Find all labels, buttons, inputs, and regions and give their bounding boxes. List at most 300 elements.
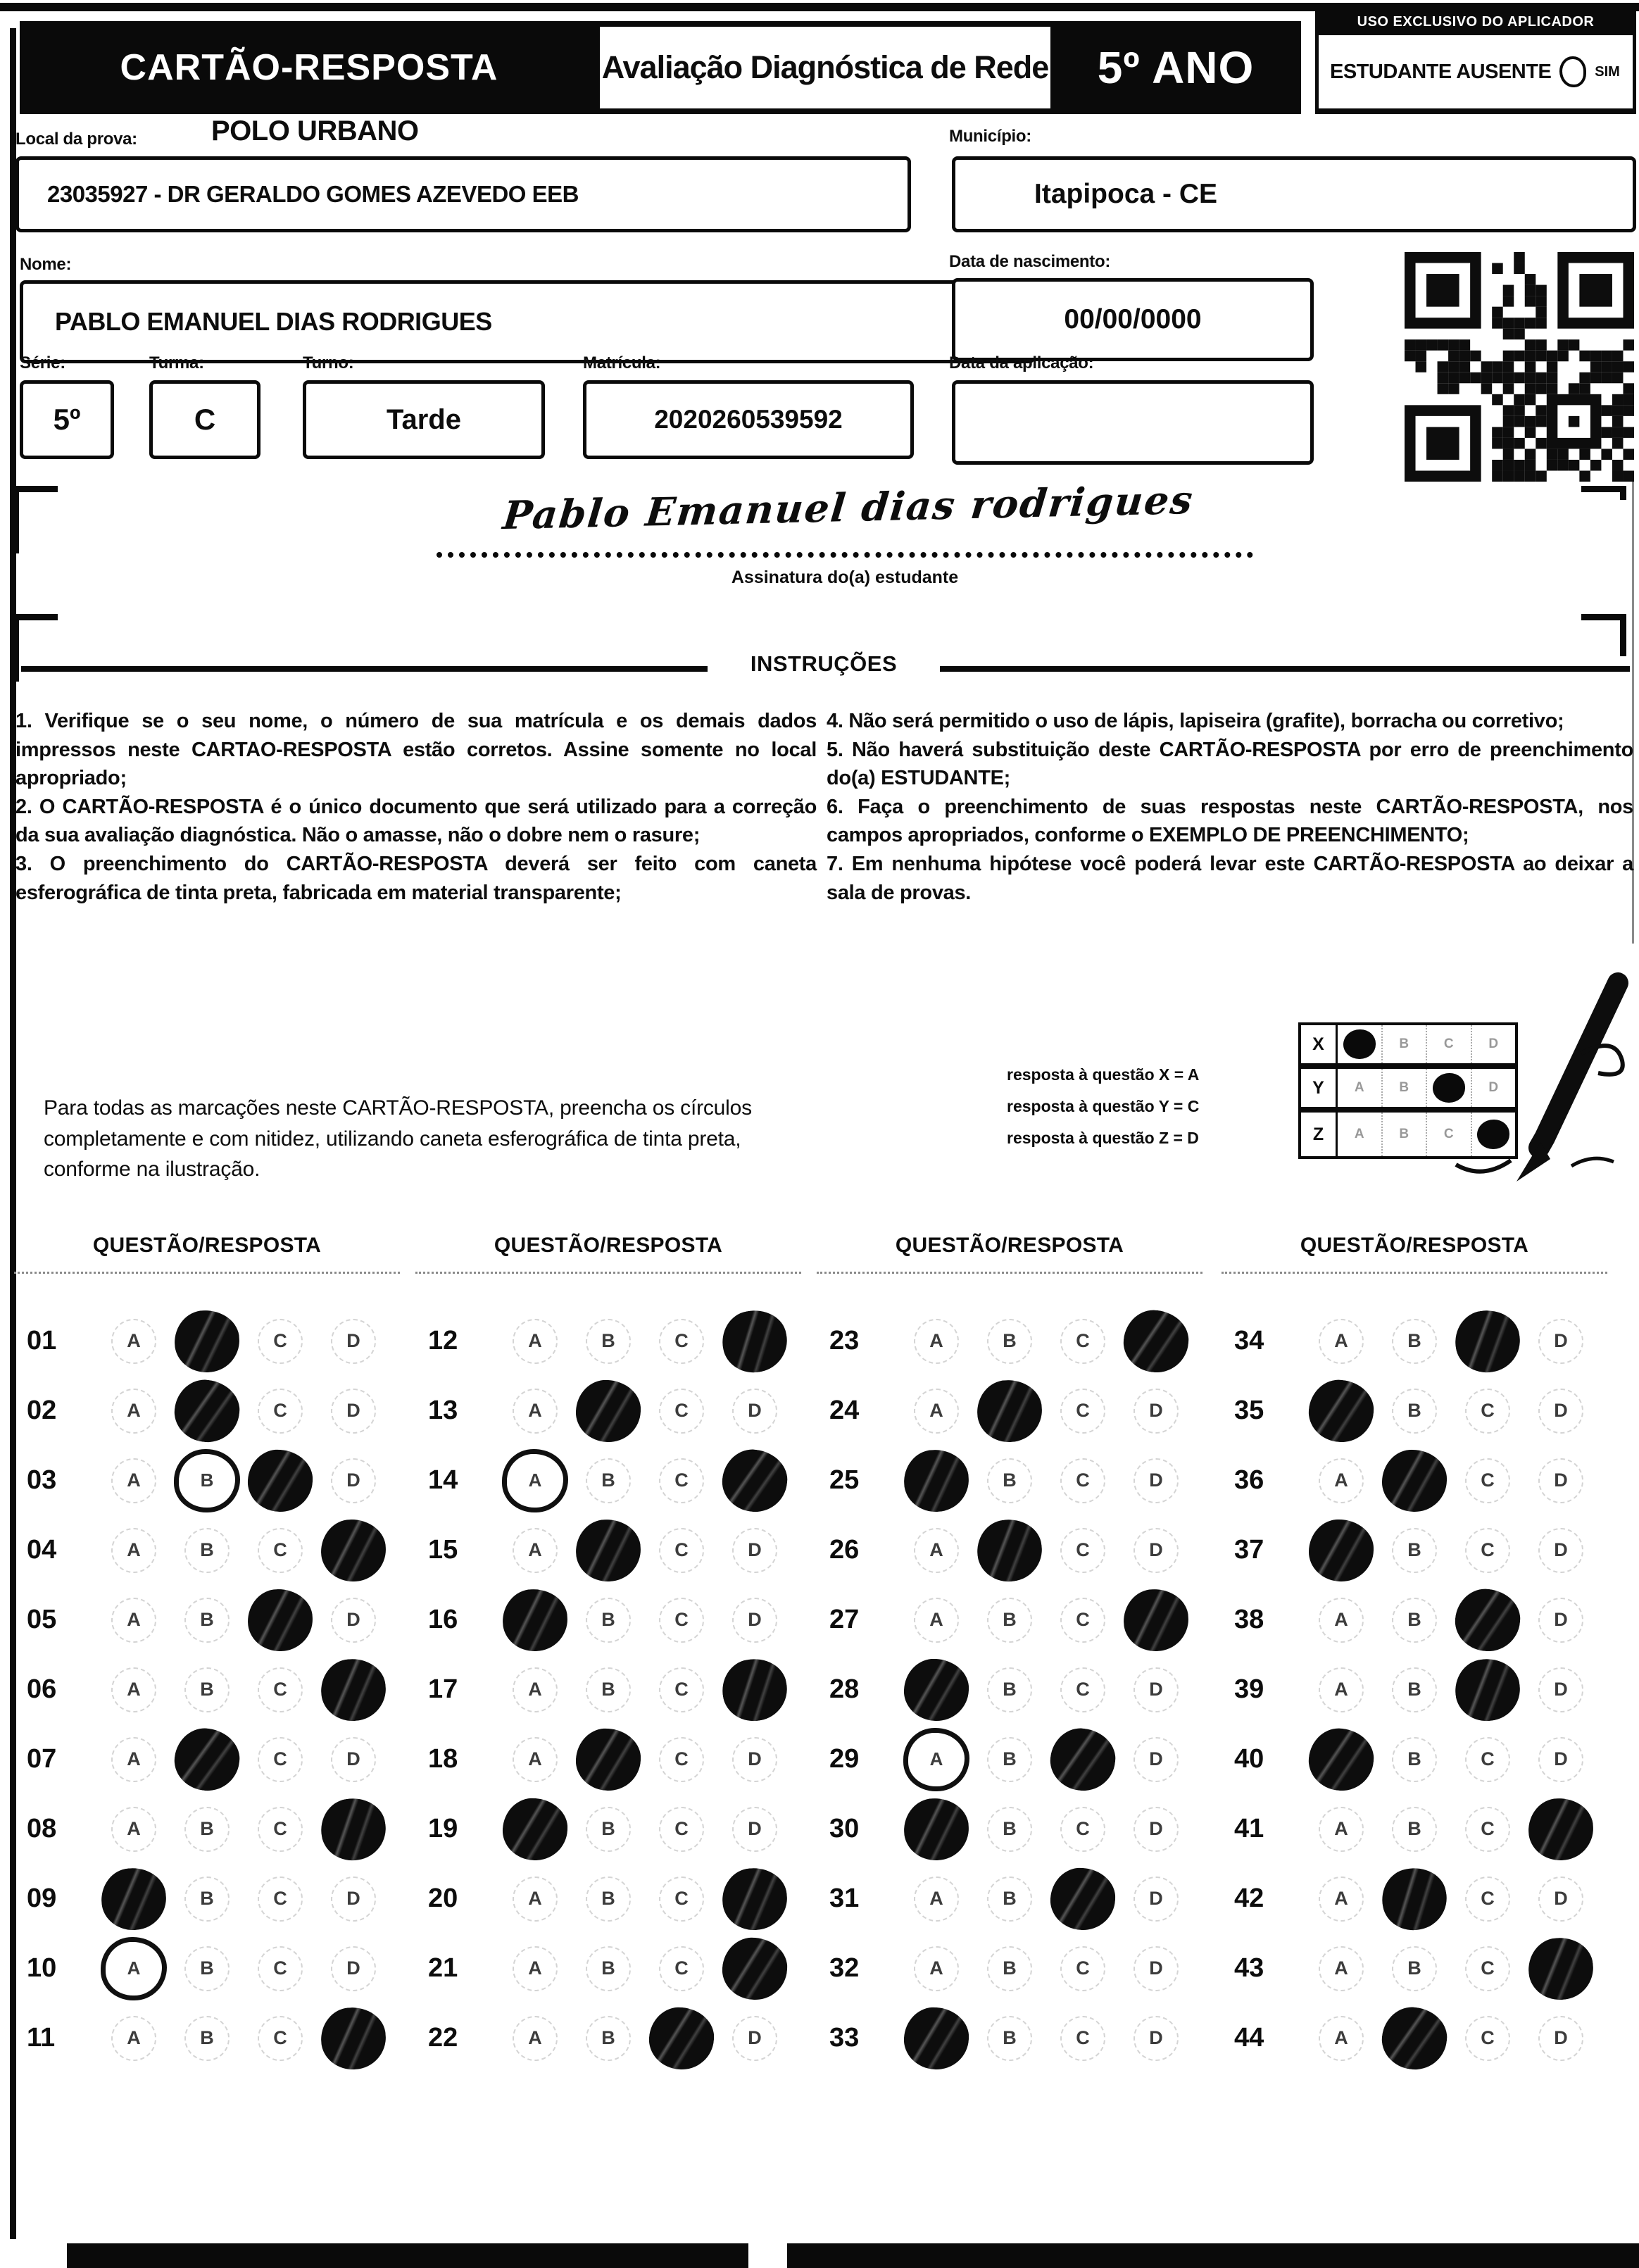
option-letter: C [1465,1389,1510,1434]
option-cell [97,1667,170,1712]
option-cell [1305,1520,1378,1581]
student-absent-row [1319,35,1633,108]
option-cell [1119,1807,1193,1852]
option-letter: B [987,2016,1032,2061]
question-row [14,1515,400,1585]
option-cell [973,1380,1046,1442]
option-letter: D [331,1389,376,1434]
school-value: 23035927 - DR GERALDO GOMES AZEVEDO EEB [47,181,579,207]
option-letter: B [200,1470,214,1491]
option-letter: C [258,1877,303,1922]
option-cell [1451,1807,1524,1852]
option-cell [1046,1729,1119,1791]
option-cell [1451,1946,1524,1991]
option-letter: B [586,1667,631,1712]
option-cell [645,1389,718,1434]
option-letter: D [732,2016,777,2061]
option-cell [1119,1458,1193,1503]
question-row [1222,1306,1607,1376]
option-cell [1451,1310,1524,1372]
option-cell [900,1659,973,1721]
answer-column-body [1222,1272,1607,2073]
question-row [415,1864,801,1934]
option-letter: A [1319,2016,1364,2061]
option-cell [1451,1458,1524,1503]
answer-column-body [14,1272,400,2073]
option-cell [973,1946,1046,1991]
example-option-letter: D [1488,1080,1499,1095]
instructions-title: INSTRUÇÕES [750,651,898,676]
serie-label: Série: [20,353,65,372]
exam-title: Avaliação Diagnóstica de Rede [601,49,1049,85]
option-cell [244,1946,317,1991]
question-number: 09 [27,1884,57,1913]
example-option-letter: B [1399,1127,1409,1141]
option-letter: B [184,1807,230,1852]
option-cell [170,1877,244,1922]
question-row [817,1585,1202,1655]
option-letter: C [258,1528,303,1573]
circled-bubble [502,1449,568,1512]
marked-bubble [647,2005,716,2071]
option-cell [1451,1737,1524,1782]
option-letter: B [184,1598,230,1643]
option-letter: C [1465,1877,1510,1922]
student-absent-label: ESTUDANTE AUSENTE [1330,60,1552,83]
question-number: 30 [829,1814,860,1843]
question-number: 20 [428,1884,458,1913]
question-row [415,1934,801,2003]
option-cell [1046,1528,1119,1573]
option-cell [1305,1946,1378,1991]
answer-column [14,1234,400,2122]
question-number: 33 [829,2023,860,2053]
option-letter: D [1134,1946,1179,1991]
question-number: 17 [428,1674,458,1704]
option-letter: D [1538,1877,1583,1922]
option-cell [498,1737,572,1782]
option-cell [244,1450,317,1512]
answer-column [415,1234,801,2122]
applicator-use-box [1315,6,1636,114]
example-row-label: Y [1301,1069,1338,1107]
option-cell [1451,1659,1524,1721]
question-row [817,1446,1202,1515]
marked-bubble [1379,2003,1450,2073]
option-cell [1119,1528,1193,1573]
option-cell [1524,1798,1597,1860]
answer-column-body [817,1272,1202,2073]
student-signature-handwriting: Pablo Emanuel dias rodrigues [501,476,1196,539]
marked-bubble [1122,1588,1189,1652]
question-row [817,1864,1202,1934]
option-cell [97,1458,170,1503]
data-aplicacao-label: Data da aplicação: [949,353,1094,372]
marked-bubble [318,1656,388,1724]
marked-bubble [1452,1586,1524,1654]
option-cell [900,1598,973,1643]
option-cell [244,1737,317,1782]
option-letter: B [1392,1319,1437,1364]
option-cell [1046,1319,1119,1364]
answer-column-header: QUESTÃO/RESPOSTA [92,1234,322,1257]
option-letter: D [1134,1528,1179,1573]
option-letter: B [987,1319,1032,1364]
question-number: 34 [1234,1326,1264,1355]
instructions-left-column [15,707,817,907]
option-cell [1305,1667,1378,1712]
pen-icon [1433,970,1638,1203]
option-letter: A [1319,1458,1364,1503]
question-number: 03 [27,1465,57,1495]
marked-bubble [719,1446,791,1515]
question-number: 27 [829,1605,860,1634]
option-letter: C [1465,1946,1510,1991]
question-number: 35 [1234,1396,1264,1425]
option-letter: B [987,1458,1032,1503]
option-cell [1305,1598,1378,1643]
data-nascimento-value: 00/00/0000 [1064,304,1202,334]
option-letter: C [258,2016,303,2061]
municipio-field [952,156,1636,232]
marked-bubble [974,1515,1045,1585]
bottom-border-bar [67,2243,1639,2268]
option-letter: A [127,1957,141,1979]
option-cell [498,2016,572,2061]
option-letter: A [914,1946,959,1991]
option-cell [170,1667,244,1712]
option-cell [645,1667,718,1712]
option-letter: C [1060,1807,1105,1852]
option-letter: C [659,1737,704,1782]
municipio-value: Itapipoca - CE [1034,179,1218,209]
option-cell [1378,2007,1451,2069]
answer-column-body [415,1272,801,2073]
option-cell [1119,1946,1193,1991]
marked-bubble [720,1865,789,1933]
marked-bubble [903,1797,969,1861]
option-letter: A [1319,1598,1364,1643]
option-cell [572,1458,645,1503]
option-letter: A [111,1319,156,1364]
question-number: 23 [829,1326,860,1355]
option-cell [244,1319,317,1364]
marked-bubble [173,1309,240,1373]
question-row [415,1794,801,1864]
marked-bubble [1049,1866,1117,1931]
option-cell [1305,1319,1378,1364]
option-cell [645,1807,718,1852]
turma-value: C [194,403,216,436]
option-cell [97,1598,170,1643]
option-cell [1305,1458,1378,1503]
option-cell [1046,1807,1119,1852]
option-cell [97,1319,170,1364]
option-cell [498,1946,572,1991]
option-letter: A [914,1877,959,1922]
option-letter: A [1319,1877,1364,1922]
option-cell [718,1598,791,1643]
option-cell [1378,1598,1451,1643]
option-cell [1451,1528,1524,1573]
signature-caption: Assinatura do(a) estudante [731,568,959,587]
option-cell [718,1389,791,1434]
question-number: 18 [428,1744,458,1774]
matricula-label: Matrícula: [583,353,661,372]
option-cell [1524,1319,1597,1364]
question-row [415,1306,801,1376]
option-cell [317,1458,390,1503]
matricula-value: 2020260539592 [654,405,843,434]
option-letter: B [586,1598,631,1643]
option-cell [1524,1528,1597,1573]
option-cell [170,1598,244,1643]
question-row [1222,1724,1607,1794]
option-letter: C [659,1389,704,1434]
option-cell [900,1528,973,1573]
option-letter: D [1538,2016,1583,2061]
option-cell [645,1737,718,1782]
option-letter: B [184,1946,230,1991]
marked-bubble [1308,1519,1374,1582]
qr-code [1405,252,1634,482]
answer-column-header: QUESTÃO/RESPOSTA [494,1234,723,1257]
example-marked-bubble [1343,1029,1376,1059]
question-row [817,1376,1202,1446]
option-letter: A [111,1737,156,1782]
option-letter: C [659,1598,704,1643]
option-cell [244,1807,317,1852]
option-cell [170,1310,244,1372]
option-cell [97,2016,170,2061]
option-cell [244,1589,317,1651]
question-number: 01 [27,1326,57,1355]
marked-bubble [903,2005,970,2071]
option-cell [572,1946,645,1991]
option-letter: D [331,1877,376,1922]
example-option-letter: B [1399,1080,1409,1095]
marked-bubble [574,1727,642,1792]
answer-column [1222,1234,1607,2122]
marked-bubble [976,1378,1043,1443]
option-letter: C [258,1737,303,1782]
option-letter: D [732,1598,777,1643]
example-option-cell [1338,1069,1383,1107]
marked-bubble [903,1658,969,1722]
marked-bubble [1381,1449,1448,1512]
option-cell [498,1798,572,1860]
option-letter: B [987,1946,1032,1991]
question-row [1222,1655,1607,1724]
card-title: CARTÃO-RESPOSTA [120,47,498,88]
option-cell [1119,1737,1193,1782]
option-cell [1305,1380,1378,1442]
option-cell [498,1319,572,1364]
instruction-item: 7. Em nenhuma hipótese você poderá levar este CARTÃO-RESPOSTA ao deixar a sala de provas. [827,852,1633,904]
question-row [1222,1585,1607,1655]
option-cell [572,1380,645,1442]
option-cell [572,1598,645,1643]
option-letter: B [987,1877,1032,1922]
question-row [1222,1446,1607,1515]
local-da-prova-value: POLO URBANO [211,115,419,146]
option-letter: C [1060,1319,1105,1364]
answer-column-header: QUESTÃO/RESPOSTA [1300,1234,1529,1257]
question-number: 38 [1234,1605,1264,1634]
question-number: 43 [1234,1953,1264,1983]
example-option-letter: B [1399,1036,1409,1051]
option-cell [317,1319,390,1364]
option-cell [572,1520,645,1581]
option-cell [170,1729,244,1791]
option-letter: D [331,1319,376,1364]
question-number: 26 [829,1535,860,1565]
option-letter: C [258,1389,303,1434]
question-number: 39 [1234,1674,1264,1704]
option-letter: A [111,2016,156,2061]
option-cell [97,1737,170,1782]
option-letter: C [258,1807,303,1852]
marked-bubble [1306,1377,1376,1445]
option-letter: D [1538,1667,1583,1712]
option-letter: C [258,1667,303,1712]
option-letter: A [513,2016,558,2061]
marked-bubble [501,1588,568,1652]
example-legend [1007,1059,1199,1154]
option-cell [244,1389,317,1434]
option-cell [973,2016,1046,2061]
question-row [817,2003,1202,2073]
question-row [415,1655,801,1724]
option-letter: B [987,1737,1032,1782]
question-row [1222,2003,1607,2073]
option-letter: C [258,1319,303,1364]
question-row [14,1585,400,1655]
question-number: 32 [829,1953,860,1983]
option-letter: D [1134,1877,1179,1922]
option-cell [718,1659,791,1721]
example-legend-line: resposta à questão Y = C [1007,1096,1200,1115]
option-cell [572,1729,645,1791]
answer-column-header: QUESTÃO/RESPOSTA [895,1234,1124,1257]
option-letter: D [1134,1807,1179,1852]
question-row [817,1655,1202,1724]
option-letter: B [184,1877,230,1922]
option-letter: C [659,1319,704,1364]
option-letter: C [1465,2016,1510,2061]
applicator-use-label: USO EXCLUSIVO DO APLICADOR [1357,13,1595,30]
question-row [1222,1934,1607,2003]
option-cell [900,1389,973,1434]
question-row [817,1515,1202,1585]
option-cell [1524,1938,1597,2000]
option-cell [317,2007,390,2069]
option-cell [1378,1807,1451,1852]
option-letter: C [1060,1389,1105,1434]
option-cell [97,1937,170,2000]
bottom-border-notch [748,2243,787,2268]
option-cell [244,1877,317,1922]
data-nascimento-label: Data de nascimento: [949,252,1111,271]
option-letter: C [659,1946,704,1991]
option-letter: A [111,1667,156,1712]
instructions-rule-left [21,666,708,672]
option-letter: A [111,1598,156,1643]
option-cell [317,1389,390,1434]
option-cell [718,1528,791,1573]
option-cell [1524,1737,1597,1782]
grade-badge: 5º ANO [1097,42,1255,93]
example-option-letter: C [1443,1127,1454,1141]
option-cell [317,1598,390,1643]
instruction-item: 5. Não haverá substituição deste CARTÃO-RESPOSTA por erro de preenchimento do(a) ESTUDANTE; [827,738,1633,790]
question-number: 42 [1234,1884,1264,1913]
instructions-rule-right [940,666,1630,672]
option-letter: B [1392,1667,1437,1712]
option-letter: D [732,1389,777,1434]
turno-label: Turno: [303,353,354,372]
question-number: 13 [428,1396,458,1425]
marked-bubble [574,1379,641,1443]
option-cell [97,1389,170,1434]
question-row [817,1794,1202,1864]
option-cell [572,1807,645,1852]
turma-field [149,380,260,459]
question-row [817,1934,1202,2003]
option-letter: D [1538,1319,1583,1364]
data-nascimento-field [952,278,1314,361]
option-letter: C [659,1807,704,1852]
option-cell [1524,1598,1597,1643]
option-cell [572,1667,645,1712]
example-option-cell [1383,1113,1428,1156]
option-letter: D [331,1458,376,1503]
marked-bubble [99,1865,168,1933]
circled-bubble [101,1937,167,2000]
option-cell [1451,2016,1524,2061]
option-letter: D [732,1807,777,1852]
option-cell [973,1877,1046,1922]
option-letter: B [586,1946,631,1991]
option-cell [718,1310,791,1372]
option-letter: C [1465,1807,1510,1852]
option-cell [572,1877,645,1922]
option-cell [1524,1877,1597,1922]
serie-value: 5º [53,403,81,436]
option-cell [244,2016,317,2061]
question-row [14,1306,400,1376]
example-row-label: X [1301,1025,1338,1063]
example-option-cell [1383,1069,1428,1107]
option-cell [1046,1598,1119,1643]
option-cell [645,1528,718,1573]
option-cell [1524,1458,1597,1503]
option-cell [1378,1737,1451,1782]
question-number: 02 [27,1396,57,1425]
option-cell [498,1389,572,1434]
registration-mark [13,486,58,553]
option-letter: B [1392,1946,1437,1991]
matricula-field [583,380,914,459]
option-cell [1378,1319,1451,1364]
example-legend-line: resposta à questão Z = D [1007,1128,1199,1147]
option-cell [572,2016,645,2061]
exam-title-box [600,27,1050,108]
instruction-item: 3. O preenchimento do CARTÃO-RESPOSTA deverá ser feito com caneta esferográfica de tinta preta, fabricada em material transparente; [15,852,817,904]
option-cell [973,1598,1046,1643]
option-cell [645,1598,718,1643]
example-option-cell [1338,1025,1383,1063]
